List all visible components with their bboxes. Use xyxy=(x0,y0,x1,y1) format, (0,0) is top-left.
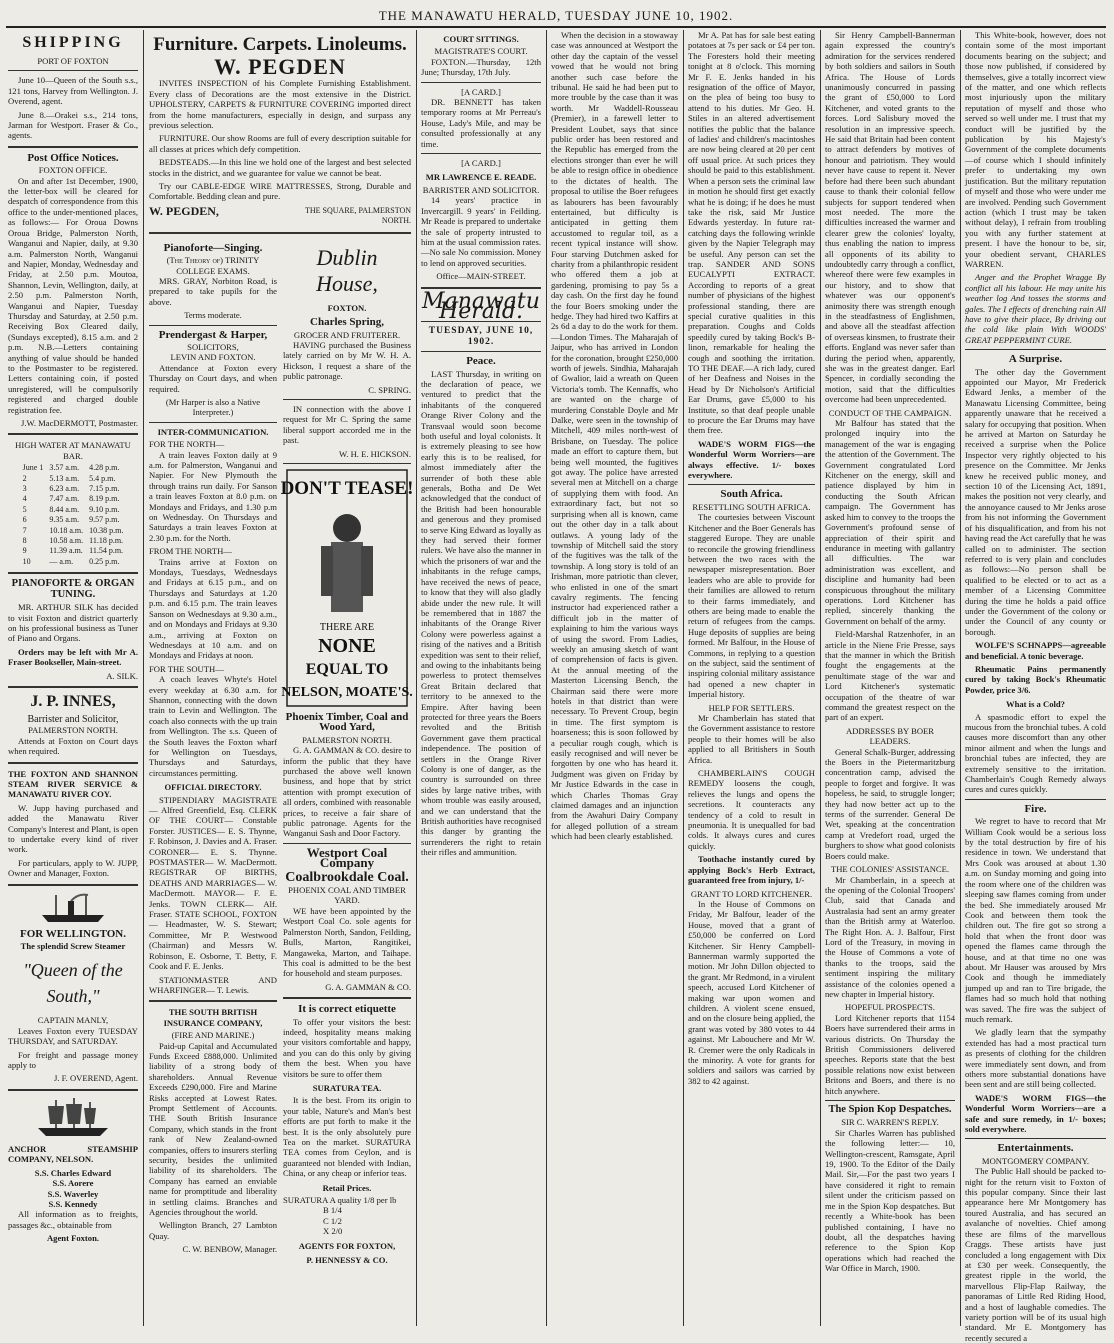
entertainments-heading: Entertainments. xyxy=(997,1142,1074,1155)
cold-heading: What is a Cold? xyxy=(1006,699,1065,710)
pianoforte-heading: Pianoforte—Singing. xyxy=(163,241,263,254)
etiquette-body: To offer your visitors the best: indeed, hospitality means making your visitors comfortable and happy, and you can do this only by giving them the best. When you have visitors be sure to offer them xyxy=(283,1016,411,1079)
ratzenhofer-body: Field-Marshal Ratzenhofer, in an article in the Niene Frie Presse, says that the manner in which the British fought the engagements at the penultimate stage of the war and Lord Kitchener's systematic occupation of the theatre of war command the greatest respect on the part of an expert. xyxy=(825,629,955,723)
retail-prices-heading: Retail Prices. xyxy=(322,1182,372,1193)
news-body: Mr A. Pat has for sale best eating potatoes at 7s per sack or £4 per ton. The Foresters hold their meeting tonight at 8 o'clock. This morning Mr F. E. Jenks handed in his resignation of the office of Mayor, on the plea of being too busy to attend to his duties. Mr Geo. H. Stiles in an altered advertisement notifies the public that the balance of ladies' and children's macintoshes are now being cleared at 20 per cent off usual price. At such prices they should be paid to this establishment. When a person sets the criminal law in motion he should first get exactly what he is doing; if he does he must take the risk, said Mr Justice Edwards yesterday. In future rat-catching days the following wrinkle given by the Napier Telegraph may be useful. Any person can set the trap. SANDER AND SONS EUCALYPTI EXTRACT. According to reports of a great number of physicians of the highest professional standing, there are special curative qualities in this preparation. Coughs and Colds speedily cured by taking Bock's B-linon, remarkable for healing the cough and soothing the irritation. TO THE DEAF.—A rich lady, cured of her Deafness and Noises in the Head by Dr Nicholson's Artificial Ear Drums, gave £5,000 to his Institute, so that deaf people unable to procure the Ear Drums may have them free. xyxy=(688,30,815,436)
card-body: 14 years' practice in Invercargill. 9 years' in Feilding. Mr Reade is prepared to undertake the sale of property intrusted to him at the usual commission rates.—No sale No commission. Money to lend on approved securities. xyxy=(421,195,541,268)
card-name: MR LAWRENCE E. READE. xyxy=(425,172,537,183)
column-8 xyxy=(965,30,1106,1343)
tide-cell: 0.25 p.m. xyxy=(89,556,120,566)
court-body: FOXTON.—Thursday, 12th June; Thursday, 17th July. xyxy=(421,56,541,78)
kitchener-heading: GRANT TO LORD KITCHENER. xyxy=(690,888,813,899)
tide-cell: 7 xyxy=(22,525,27,535)
tide-cell: 7.47 a.m. xyxy=(49,494,80,504)
column-rule xyxy=(546,30,547,1326)
anchor-agent: Agent Foxton. xyxy=(46,1233,100,1244)
insurance-heading: THE SOUTH BRITISH INSURANCE COMPANY, xyxy=(163,1007,263,1028)
inter-communication-heading: INTER-COMMUNICATION. xyxy=(157,426,269,437)
column-7 xyxy=(825,30,955,1326)
tide-cell: 9.35 a.m. xyxy=(49,515,80,525)
pegden-footer-address: THE SQUARE, PALMERSTON NORTH. xyxy=(304,205,411,226)
tide-row xyxy=(20,505,127,515)
divider xyxy=(149,325,277,326)
divider xyxy=(283,463,411,464)
anchor-ship: S.S. Charles Edward xyxy=(34,1167,112,1178)
divider xyxy=(283,399,411,400)
colonies-heading: THE COLONIES' ASSISTANCE. xyxy=(830,864,950,875)
column-rule xyxy=(143,30,144,1326)
surprise-heading: A Surprise. xyxy=(1008,353,1063,366)
tide-row xyxy=(20,515,127,525)
tide-cell: June 1 xyxy=(22,463,44,473)
pegden-body: BEDSTEADS.—In this line we hold one of the largest and best selected stocks in the district, and we guarantee for value we cannot be beat. xyxy=(149,157,411,178)
divider xyxy=(149,422,277,423)
fire-body: We gladly learn that the sympathy extended has had a most practical turn as presents of clothing for the children were immediately sent down, and from others more substantial donations have been sent and are still being collected. xyxy=(965,1027,1106,1090)
divider xyxy=(8,146,138,148)
tide-cell: 10.58 a.m. xyxy=(49,536,84,546)
pegden-body: INVITES INSPECTION of his Complete Furnishing Establishment. Every class of Decorations are the most extensive in the District. UPHOLSTERY, CARPETS & FURNITURE COVERING imported direct from the home manufacturers, especially in design, and surpass any previous selection. xyxy=(149,78,411,131)
steamer-intro: The splendid Screw Steamer xyxy=(20,941,126,952)
divider xyxy=(8,686,138,688)
insurance-branch: Wellington Branch, 27 Lambton Quay. xyxy=(149,1220,277,1241)
card-body: DR. BENNETT has taken temporary rooms at Mr Perreau's House, Lady's Mile, and may be consulted professionally at any time. xyxy=(421,97,541,149)
insurance-sign: C. W. BENBOW, Manager. xyxy=(182,1244,277,1255)
post-office-sub: FOXTON OFFICE. xyxy=(38,165,108,176)
card-label: [A CARD.] xyxy=(461,158,501,169)
official-directory-body: STIPENDIARY MAGISTRATE— Alfred Greenfield, Esq. CLERK OF THE COURT— Constable Forster. JUSTICES— E. S. Thynne, F. Robinson, J. Davies and A. Fraser. CORONER— E. S. Thynne. POSTMASTER— W. MacDermott. REGISTRAR OF BIRTHS, DEATHS AND MARRIAGES— W. MacDermott. MAYOR— F. E. Jenks. TOWN CLERK— Alf. Fraser. STATE SCHOOL, FOXTON— Headmaster, W. S. Stewart; Committee, Mr P. Westwood (Chairman) and Messrs W. Robinson, E. Osborne, T. Betty, F. Cook and F. E. Jenks. xyxy=(149,794,277,972)
svg-text:NONE: NONE xyxy=(318,634,376,657)
westport-sign: G. A. GAMMAN & CO. xyxy=(325,981,411,992)
wade-worm-ad: WADE'S WORM FIGS—the Wonderful Worm Worriers—are a safe and sure remedy, in 1/- boxes; sold everywhere. xyxy=(965,1092,1106,1135)
pegden-body: FURNITURE. Our show Rooms are full of every description suitable for all classes at prices which defy competition. xyxy=(149,133,411,154)
herald-title: Manawatu Herald. xyxy=(422,288,540,324)
inter-from-north-label: FROM THE NORTH— xyxy=(149,546,232,557)
official-directory-heading: OFFICIAL DIRECTORY. xyxy=(164,782,262,793)
tide-row xyxy=(20,526,127,536)
divider xyxy=(965,799,1106,800)
shipping-entry: June 8.—Orakei s.s., 214 tons, Jarman for Westport. Fraser & Co., agents. xyxy=(8,109,138,141)
montgomery-heading: MONTGOMERY COMPANY. xyxy=(981,1155,1090,1166)
fire-heading: Fire. xyxy=(1024,802,1047,815)
steamer-icon xyxy=(38,891,108,925)
prendergast-heading: Prendergast & Harper, xyxy=(158,328,268,341)
conduct-heading: CONDUCT OF THE CAMPAIGN. xyxy=(828,407,952,418)
tide-cell: 11.39 a.m. xyxy=(49,546,83,556)
innes-body: Attends at Foxton on Court days when required. xyxy=(8,735,138,757)
anchor-company-heading: ANCHOR STEAMSHIP COMPANY, NELSON. xyxy=(8,1143,138,1165)
tide-cell: 8.19 p.m. xyxy=(89,494,120,504)
suratura-body: It is the best. From its origin to your table, Nature's and Man's best efforts are put forth to make it the best. It is the only absolutely pure Tea on the market. SURATURA TEA comes from Ceylon, and is guaranteed not blended with Indian, China, or any cheap or inferior teas. xyxy=(283,1095,411,1179)
column-rule xyxy=(820,30,821,1326)
tide-cell: 4 xyxy=(22,494,27,504)
phoenix-heading: Phoenix Timber, Coal and Wood Yard, xyxy=(285,710,409,734)
tide-cell: 10.18 a.m. xyxy=(49,525,84,535)
masthead-title: THE MANAWATU HERALD, TUESDAY JUNE 10, 1902. xyxy=(378,8,734,23)
piano-tuning-heading: PIANOFORTE & ORGAN TUNING. xyxy=(11,578,135,600)
tide-table xyxy=(20,463,127,567)
dublin-house-sign: C. SPRING. xyxy=(368,384,411,395)
settlers-heading: HELP FOR SETTLERS. xyxy=(708,702,795,713)
tide-row xyxy=(20,546,127,556)
dont-tease-ad-illustration xyxy=(280,468,414,708)
anchor-ship: S.S. Waverley xyxy=(47,1188,99,1199)
innes-town: PALMERSTON NORTH. xyxy=(28,725,118,736)
retail-price-line: SURATURA A quality 1/8 per lb xyxy=(283,1195,397,1206)
hopeful-heading: HOPEFUL PROSPECTS. xyxy=(845,1002,935,1013)
cough-remedy-ad: CHAMBERLAIN'S COUGH REMEDY loosens the cough, relieves the lungs and opens the secretions. It counteracts any tendency of a cold to result in pneumonia. It is unequalled for bad colds. It always cures and cures quickly. xyxy=(688,768,815,851)
pianoforte-body: MRS. GRAY, Norbiton Road, is prepared to take pupils for the above. xyxy=(149,275,277,307)
inter-from-north-body: Trains arrive at Foxton on Mondays, Tuesdays, Wednesdays and Fridays at 6.15 p.m., and on Thursdays and Saturdays at 1.20 p.m. and 6.15 p.m. The train leaves Sanson on Wednesdays at 9.30 a.m., and on Mondays and Fridays at 9.30 a.m., arriving at Foxton on Wednesdays at 10 a.m. and on Mondays and Fridays at noon. xyxy=(149,556,277,661)
tide-cell: 7.15 p.m. xyxy=(89,484,120,494)
dublin-house-trade: GROCER AND FRUITERER. xyxy=(293,329,401,340)
divider xyxy=(421,351,541,352)
captain-name: CAPTAIN MANLY, xyxy=(37,1015,109,1026)
divider xyxy=(149,232,411,234)
spion-kop-sub: SIR C. WARREN'S REPLY. xyxy=(841,1117,939,1128)
prendergast-body: Attendance at Foxton every Thursday on Court days, and when required. xyxy=(149,362,277,394)
dublin-house-town: FOXTON. xyxy=(327,302,367,313)
prendergast-note: (Mr Harper is also a Native Interpreter.) xyxy=(165,396,261,418)
hopeful-body: Lord Kitchener reports that 1154 Boers have surrendered their arms in various districts. On Thursday the British Commissioners delivered speeches. Reports state that the best possible relations now exist between Britons and Boers, and there is no hitch anywhere. xyxy=(825,1012,955,1096)
toothache-ad: Toothache instantly cured by applying Bock's Herb Extract, guaranteed free from injury, 1/- xyxy=(688,854,815,886)
tide-row xyxy=(20,474,127,484)
news-body: This White-book, however, does not contain some of the most important documents bearing on the subject; and those now published, if considered by themselves, give a totally incorrect view of the matter, and one which reflects most injuriously upon the military reputation of myself and those who served so well under me. I trust that my conduct will be justified by the publication by his Majesty's Government of the complete documents—of course which I should infinitely prefer to undertaking my own justification. But the military reputation of myself and those who were under me are involved. Pending such Government action (which I trust may be taken without delay), I refrain from troubling you with any further statement at present. I have the honour to be, sir, your obedient servant, CHARLES WARREN. xyxy=(965,30,1106,269)
pegden-name: W. PEGDEN xyxy=(214,54,346,79)
divider xyxy=(8,70,138,71)
agents-heading: AGENTS FOR FOXTON, xyxy=(298,1240,396,1251)
port-heading: PORT OF FOXTON xyxy=(37,56,109,66)
prendergast-role: SOLICITORS, xyxy=(187,341,239,352)
inter-north-body: A train leaves Foxton daily at 9 a.m. for Palmerston, Wanganui and Napier. For New Plymouth the through trains run daily. For Sanson a train leaves Foxton at 8.0 p.m. on Mondays and Fridays, and 1.30 p.m on Wednesday. On Thursdays and Saturdays a train leaves Foxton at 2.30 p.m. for the North. xyxy=(149,449,277,543)
river-service-heading: THE FOXTON AND SHANNON STEAM RIVER SERVICE & MANAWATU RIVER COY. xyxy=(8,768,138,800)
tide-cell: 10 xyxy=(22,556,31,566)
insurance-body: Paid-up Capital and Accumulated Funds Exceed £888,000. Unlimited liability of a strong body of shareholders. Annual Revenue Exceeds £290,000. Fire and Marine Risks accepted at Lowest Rates. Prompt Settlement of Accounts. THE South British Insurance Company, which stands in the front rank of New Zealand-owned companies, offers to insurers sterling security, besides the unlimited liability of its shareholders. The Company has earned an enviable name for promptitude and liberality in settling claims. Branches and Agencies throughout the world. xyxy=(149,1040,277,1218)
resettle-body: The courtesies between Viscount Kitchener and the Boer Generals has staggered Europe. They are unable to reconcile the growing friendliness between the two races with the newspaper misrepresentation. Boer leaders who are able to provide for their families are allowed to return to their farms immediately, and others are being made to enable the return of refugees from the camps. Huge deposits of supplies are being formed. Mr Balfour, in the House of Commons, in replying to a question on the subject, said the sentiment of inspiring colonial military assistance had opened a new chapter in Imperial history. xyxy=(688,512,815,700)
tide-cell: 3 xyxy=(22,484,27,494)
spion-kop-heading: The Spion Kop Despatches. xyxy=(828,1104,952,1116)
card-label: [A CARD.] xyxy=(461,86,501,97)
court-heading: COURT SITTINGS. xyxy=(443,34,519,44)
tide-cell: 11.18 p.m. xyxy=(89,536,124,546)
column-2 xyxy=(149,30,414,1326)
column-4 xyxy=(421,30,541,1326)
steamer-schedule: Leaves Foxton every TUESDAY THURSDAY, and SATURDAY. xyxy=(8,1025,138,1047)
piano-tuning-body: MR. ARTHUR SILK has decided to visit Foxton and district quarterly on his professional business as Tuner of Piano and Organs. xyxy=(8,602,138,644)
anchor-body: All information as to freights, passages &c., obtainable from xyxy=(8,1209,138,1230)
svg-text:THERE ARE: THERE ARE xyxy=(319,621,375,633)
river-service-body: W. Jupp having purchased and added the Manawatu River Company's Interest and Plant, is open to undertake every kind of river work. xyxy=(8,802,138,855)
tide-cell: 6 xyxy=(22,515,27,525)
divider xyxy=(421,82,541,83)
tide-row xyxy=(20,484,127,494)
tide-row xyxy=(20,494,127,504)
montgomery-body: The Public Hall should be packed to-night for the return visit to Foxton of this popular company. Since their last appearance here Mr Montgomery has toured Australia, and has secured an avalanche of novelties. Chief among these are films of the marvellous Craggs. These artists have just concluded a long engagement with Dix at £30 per week. Consequently, the greatest ripple in the world, the marvellous Flip-Flap Railway, the panoramas of Little Red Riding Hood, and a host of laughable comedies. The variety portion will be of its usual high standard. Mr E. Montgomery has recently secured a xyxy=(965,1166,1106,1343)
masthead xyxy=(6,6,1106,28)
worm-figs-ad: WADE'S WORM FIGS—the Wonderful Worm Worriers—are always effective. 1/- boxes everywhere. xyxy=(688,438,815,481)
inter-south-body: A coach leaves Whyte's Hotel every weekday at 6.30 a.m. for Shannon, connecting with the down train to Levin and Wellington. The coach also connects with the up train from Wellington. The s.s. Queen of the South leaves the Foxton wharf for Wellington on Tuesdays, Thursdays and Saturdays, circumstances permitting. xyxy=(149,674,277,778)
south-africa-heading: South Africa. xyxy=(720,488,783,501)
tide-cell: — a.m. xyxy=(49,556,74,566)
tide-cell: 8.44 a.m. xyxy=(49,504,80,514)
column-5 xyxy=(551,30,678,1326)
column-6 xyxy=(688,30,815,1326)
piano-tuning-sign: A. SILK. xyxy=(106,670,138,681)
postmaster-sign: J.W. MacDERMOTT, Postmaster. xyxy=(21,418,138,428)
phoenix-body: G. A. GAMMAN & CO. desire to inform the public that they have purchased the above well known business, and hope that by strict attention with prompt execution of all orders, combined with reasonable prices, to receive a fair share of public patronage. Agents for the Wanganui Sash and Door Factory. xyxy=(283,745,411,839)
divider xyxy=(8,572,138,574)
river-service-contact: For particulars, apply to W. JUPP, Owner and Manager, Foxton. xyxy=(8,857,138,879)
court-sub: MAGISTRATE'S COURT. xyxy=(434,46,528,57)
cold-body: A spasmodic effort to expel the mucous from the bronchial tubes. A cold causes more discomfort than any other minor ailment and when the lungs and bronchial tubes are infected, they are extremely sensitive to the irritation. Chamberlain's Cough Remedy always cures and cures quickly. xyxy=(965,711,1106,795)
wolfe-ad: WOLFE'S SCHNAPPS—agreeable and beneficial. A tonic beverage. xyxy=(965,640,1106,661)
tide-cell: 2 xyxy=(22,473,27,483)
svg-text:DON'T TEASE!: DON'T TEASE! xyxy=(280,477,414,499)
surprise-body: The other day the Government appointed our Mayor, Mr Frederick Edward Jenks, a member of the Manawatu Licensing Committee, being apparently unaware that he received a salary for occupying that position. When he arrived at Marton on Saturday he received a surprise when the Police Inspector very rightly objected to his presence on the Committee. Mr Jenks knew he received public money, and section 10 of the Licensing Act, 1891, makes the position not very clearly, and the annoyance caused to Mr Jenks arose from his not informing the Government of his disqualification, and from his not having read the Act carefully that he was called on to administer. The section referred to is very plain and concludes as follows:—No person shall be qualified to be elected or to act as a member of a Licensing Committee during the time he holds a paid office under the Government of the colony or under the Council of any county or borough. xyxy=(965,366,1106,637)
post-office-heading: Post Office Notices. xyxy=(27,151,119,164)
colonies-body: Mr Chamberlain, in a speech at the opening of the Colonial Troopers' Club, said that Canada and Australasia had sent an army greater than the British army at Waterloo. The Right Hon. A. J. Balfour, First Lord of the Treasury, in moving in the House of Commons a vote of thanks to the troops, said the sentiment inspiring the military assistance of the colonies opened a new chapter in Imperial history. xyxy=(825,874,955,999)
insurance-sub: (FIRE AND MARINE.) xyxy=(171,1030,255,1041)
tide-cell: 6.23 a.m. xyxy=(49,484,80,494)
column-2-right xyxy=(280,239,414,1268)
divider xyxy=(8,762,138,764)
tide-row xyxy=(20,463,127,473)
news-body: Sir Henry Campbell-Bannerman again expressed the country's admiration for the services rendered by both soldiers and sailors in South Africa. The House of Lords unanimously concurred in passing the grant of £50,000 to Lord Kitchener, and voted grants to the forces. Lord Salisbury moved the resolution in an impressive speech. He said that Britain had been content to attract defenders by motives of honour and patriotism. They would never have cause to repent it. Never before had there been such abundant cause to thank their colonial fellow subjects for support tendered when most needed. The more the difficulties increased the warmer and clearer grew the colonies' loyalty, thus enabling the nation to impress all opponents of its ability to undoubtedly carry through a conflict, whereof there were few examples in our history, and to show that whatever was our opponent's animosity there was strength enough in the steadfastness of Englishmen, and above all the steadfast affection of overseas kinsmen, to frustrate their efforts. England was never safer than during the period when, apparently, she was in the greatest danger. Earl Spencer, in cordially seconding the motion, said that the difficulties overcome had been unprecedented. xyxy=(825,30,955,405)
divider xyxy=(283,843,411,844)
inter-north-label: FOR THE NORTH— xyxy=(149,439,225,450)
tide-cell: 9.10 p.m. xyxy=(89,504,120,514)
tide-cell: 9.57 p.m. xyxy=(89,515,120,525)
rheumatic-ad: Rheumatic Pains permanently cured by taking Bock's Rheumatic Powder, price 3/6. xyxy=(965,663,1106,695)
retail-price-line: C 1/2 xyxy=(323,1215,342,1226)
tide-cell: 4.28 p.m. xyxy=(89,463,120,473)
card-role: BARRISTER AND SOLICITOR. xyxy=(422,184,540,195)
anchor-ship: S.S. Aorere xyxy=(52,1178,94,1189)
phoenix-coal-label: PHOENIX COAL AND TIMBER YARD. xyxy=(288,885,406,906)
westport-heading: Westport Coal Company xyxy=(306,844,388,871)
dublin-house-owner: Charles Spring, xyxy=(310,316,384,329)
pegden-body: Try our CABLE-EDGE WIRE MATTRESSES, Strong, Durable and Comfortable. Bedding clean and pure. xyxy=(149,181,411,202)
furniture-banner: Furniture. Carpets. Linoleums. xyxy=(153,34,407,55)
tide-cell: 5 xyxy=(22,504,27,514)
tide-cell: 5.13 a.m. xyxy=(49,473,80,483)
westport-body: WE have been appointed by the Westport Coal Co. sole agents for Palmerston North, Sandon, Feilding, Bulls, Marton, Rangitikei, Mangaweka, Marton, and Taihape. This coal is admitted to be the best for household and steam purposes. xyxy=(283,905,411,979)
settlers-body: Mr Chamberlain has stated that the Government assistance to restore people to their homes will be also applied to all Britishers in South Africa. xyxy=(688,713,815,765)
dublin-house-heading: Dublin House, xyxy=(316,244,378,296)
card-office: Office—MAIN-STREET. xyxy=(436,271,526,282)
piano-tuning-orders: Orders may be left with Mr A. Fraser Bookseller, Main-street. xyxy=(8,646,138,668)
divider xyxy=(8,884,138,886)
phoenix-town: PALMERSTON NORTH. xyxy=(302,734,392,745)
pianoforte-terms: Terms moderate. xyxy=(184,310,242,321)
tide-cell: 10.38 p.m. xyxy=(89,525,124,535)
sailing-ship-icon xyxy=(34,1096,112,1140)
addresses-body: General Schalk-Burger, addressing the Boers in the Pietermaritzburg concentration camp, advised the people to forget and forgive. It was hopeless, he said, to struggle longer; they had now better act up to the terms of the surrender. General De Wet, speaking at the concentration camp at Vredefort road, urged the burghers to show what good colonists Boers could make. xyxy=(825,746,956,861)
addresses-heading: ADDRESSES BY BOER LEADERS. xyxy=(845,725,935,747)
herald-date: TUESDAY, JUNE 10, 1902. xyxy=(428,326,534,347)
column-1 xyxy=(8,30,138,1326)
innes-name: J. P. INNES, xyxy=(30,692,116,710)
divider xyxy=(149,1000,277,1002)
post-office-body: On and after 1st December, 1900, the letter-box will be cleared for despatch of correspondence from this office to the under-mentioned places, as follows:— For Oroua Downs Oroua Bridge, Palmerston North, Wanganui and Napier, daily, at 9.30 a.m. Palmerston North, Wanganui and Napier, Monday, Wednesday and Friday, at 2.50 p.m. Moutoa, Shannon, Levin, Wellington, daily, at 2.50 p.m. Palmerston North, Wanganui and Napier, Tuesday Thursday and Saturday, at 2.50 p.m. Receiving Box Cleared daily, (Sundays excepted), 8.15 a.m. and 2 p.m. N.B.—Letters containing anything of value should be handed to the Postmaster to be registered. Letters containing coin, if posted unregistered, will be compulsorily registered and charged double registration fee. xyxy=(8,175,138,415)
freight-text: For freight and passage money apply to xyxy=(8,1049,138,1071)
pegden-footer-name: W. PEGDEN, xyxy=(149,203,219,218)
prendergast-town: LEVIN AND FOXTON. xyxy=(170,352,256,363)
spion-kop-body: Sir Charles Warren has published the following letter:— 10, Wellington-crescent, Ramsgate, April 19, 1900. To the Editor of the Daily Mail. Sir,—For the past two years I have considered it right to remain silent under the criticism passed on me in the Spion Kop despatches. But recently a White-book has been published containing, I have no doubt, all the despatches having reference to the Spion Kop operations which had reached the War Office in March, 1900. xyxy=(825,1127,955,1274)
conduct-body: Mr Balfour has stated that the prolonged inquiry into the management of the war is engaging the attention of the Government. The Government congratulated Lord Kitchener on the energy, skill and patience displayed by him in conducting the South African campaign. The Government has asked him to convey to the troops the Government's profound sense of appreciation of their spirit and endurance in meeting with gallantry all difficulties. The war administration was excellent, and discipline and humanity had been conspicuous throughout the military operations. Lord Kitchener has replied, sincerely thanking the Government on behalf of the army. xyxy=(825,418,955,626)
kitchener-body: In the House of Commons on Friday, Mr Balfour, leader of the House, moved that a grant of £50,000 be conferred on Lord Kitchener. Sir Henry Campbell-Bannerman warmly supported the motion. Mr John Dillon objected to the grant. Mr Redmond, in a virulent speech, accused Lord Kitchener of making war upon women and children. A violent scene ensued, and on the closure being applied, the grant was voted by 380 votes to 44 against. Mr Labouchere and Mr W. R. Cremer were the only Radicals in the minority. A vote for grants for soldiers and sailors was carried by 382 to 42 against. xyxy=(688,898,815,1086)
peace-heading: Peace. xyxy=(466,355,496,368)
dublin-house-body: HAVING purchased the Business lately carried on by Mr W. H. A. Hickson, I request a share of the public patronage. xyxy=(283,339,411,382)
divider xyxy=(825,1100,955,1101)
prophet-verse: Anger and the Prophet Wragge By conflict all his labour. He may unite his weather log And tosses the storms and gales. The I effects of drenching rain All have to give their place, By driving out the cold like plain With WOODS' GREAT PEPPERMINT CURE. xyxy=(965,272,1106,345)
fire-body: We regret to have to record that Mr William Cook would be a serious loss by the total destruction by fire of his residence in town. We understand that Mrs Cook was aroused at about 1.30 a.m. on Sunday morning and going into the room where one of the children was sleeping saw flames coming from under the bed. She immediately aroused Mr Cook and between them took the children out. The fire got so strong a hold that when the front door was opened the flames came through the house, and at that time no one was about. Mr Hauser was aroused by Mrs Cook and though he immediately jumped up and ran to Tire brigade, the flames had so much hold that nothing was saved. The fire was the subject of much remark. xyxy=(965,816,1106,1024)
agents-name: P. HENNESSY & CO. xyxy=(306,1255,388,1266)
tide-cell: 8 xyxy=(22,536,27,546)
column-rule xyxy=(683,30,684,1326)
peace-body: LAST Thursday, in writing on the declaration of peace, we ventured to predict that the inhabitants of the conquered Orange River Colony and the Transvaal would soon become both useful and loyal colonists. It is extremely pleasing to see how early this is to be realised, for almost immediately after the surrender of both these able generals, Botha and De Wet acknowledged that the conduct of the British had been honourable and generous and they promised to serve King Edward as loyally as they had served their former rulers. We have also the manner in which the prisoners of war and the inhabitants in the refuge camps, have received the news of peace, to know that they will also gladly abide under the new rule. It will be remembered that in 1887 the inhabitants of the Orange River Colony were powerless against a rising of the natives and a British expedition was sent to their relief, and owing to the inhabitants being powerless to protect themselves Great Britain declared that territory to be annexed to the Empire. After having been protected for three years the Boers revolted and the British Government gave them practical independence. The position of settlers in the Orange River Colony is one of danger, as the country is surrounded on three sides by large native tribes, with whom trouble was easily aroused, and we can understand that the British authorities have recognised this danger by granting the surrenderers the right to retain their rifles and ammunition. xyxy=(421,368,541,858)
column-2-left xyxy=(149,239,277,1268)
suratura-heading: SURATURA TEA. xyxy=(312,1082,382,1093)
divider xyxy=(8,1089,138,1091)
hickson-notice: IN connection with the above I request for Mr C. Spring the same liberal support accorded me in the past. xyxy=(283,403,411,446)
tide-cell: 5.4 p.m. xyxy=(89,473,116,483)
divider xyxy=(421,153,541,154)
retail-price-line: B 1/4 xyxy=(323,1205,342,1216)
tide-cell: 9 xyxy=(22,546,27,556)
pianoforte-theory: (The Theory of) TRINITY COLLEGE EXAMS. xyxy=(166,255,260,276)
svg-text:EQUAL TO: EQUAL TO xyxy=(305,660,389,678)
svg-text:NELSON, MOATE'S.: NELSON, MOATE'S. xyxy=(281,684,413,700)
wellington-heading: FOR WELLINGTON. xyxy=(20,927,126,940)
stationmaster-entry: STATIONMASTER AND WHARFINGER— T. Lewis. xyxy=(149,974,277,995)
divider xyxy=(688,484,815,485)
resettle-heading: RESETTLING SOUTH AFRICA. xyxy=(692,501,811,512)
tide-row xyxy=(20,557,127,567)
divider xyxy=(8,433,138,435)
shipping-entry: June 10—Queen of the South s.s., 121 tons, Harvey from Wellington. J. Overend, agent. xyxy=(8,75,138,107)
news-body: When the decision in a stowaway case was announced at Westport the other day the captain of the vessel vowed that he would not bring another such case before the tribunal. He said he had been put to more trouble by the case than it was worth. Mr Waddell-Rousseau (Premier), in a farewell letter to President Loubet, says that since public order has been restored and the Republic has emerged from the elections stronger than ever he will be able to resign office in obedience to the dictates of health. The proposal to utilise the Boer refugees as labourers has been favourably entertained, but difficulty is anticipated in getting them accustomed to regular toil, as a recent typical instance will show. Four starving Dutchmen asked for charity from a philanthropic resident who offered them a job at gardening, promising to pay 5s a day cash. On the first day he found the four Boers smoking under the hedge. They had hired two Kaffirs at 2s 6d a day to do the work for them.—London Times. The Maharajah of Jaipur, who has arrived in London for the coronation, brought £250,000 worth of jewels. Sindhia, Maharajah of Gwalior, laid a wreath on Queen Victoria's tomb. The Kennaffs, who are wanted on the charge of murdering Constable Doyle and Mr Dalke, were seen in the township of Mitchell, 409 miles north-west of Brisbane, on Tuesday. The police made an effort to capture them, but being well mounted, the fugitives got away. The police have arrested several men at Mitchell on a charge of supplying them with food. An extraordinary fact, but not so surprising when all is known, came out the other day in a talk about outlaws. A young lady of the township of Mitchell said the story of the fugitives was the talk of the township. A long story is told of an Irishman, more patriotic than clever, who enlisted in one of the smart cavalry regiments. The fencing instructor had experienced rather a difficult job in the matter of explaining to him the various ways of using the sword. From Ladies, weekly an amusing sketch of want of comprehension of facts is given. At the annual meeting of the Masterton Licensing Bench, the Chairman said there were more hotels in that district than were necessary. To Prevent Croup, begin in time. The first symptom is hoarseness; this is soon followed by a peculiar rough cough, which is easily recognised and will never be forgotten by one who has heard it. Judgment was given on Friday by Mr Justice Edwards in the case in which Charles Thomas Gray claimed damages and an injunction from the Awahuri Dairy Company for alleged pollution of a stream which had been clearly established. xyxy=(551,30,678,842)
freight-agent: J. F. OVEREND, Agent. xyxy=(53,1073,138,1084)
anchor-ship: S.S. Kennedy xyxy=(48,1198,98,1209)
hickson-sign: W. H. E. HICKSON. xyxy=(338,448,411,459)
tide-heading: HIGH WATER AT MANAWATU BAR. xyxy=(15,440,131,461)
retail-price-line: X 2/0 xyxy=(323,1226,343,1237)
column-rule xyxy=(416,30,417,1326)
tide-cell: 11.54 p.m. xyxy=(89,546,124,556)
tide-row xyxy=(20,536,127,546)
tide-cell: 3.57 a.m. xyxy=(49,463,80,473)
divider xyxy=(965,349,1106,350)
divider xyxy=(965,1138,1106,1139)
etiquette-heading: It is correct etiquette xyxy=(298,1003,396,1016)
steamer-name: "Queen of the South," xyxy=(23,960,123,1007)
inter-south-label: FOR THE SOUTH— xyxy=(149,663,224,674)
innes-role: Barrister and Solicitor, xyxy=(27,713,119,725)
coalbrookdale-heading: Coalbrookdale Coal. xyxy=(285,869,409,885)
column-rule xyxy=(960,30,961,1326)
shipping-heading: SHIPPING xyxy=(22,34,124,51)
divider xyxy=(283,997,411,999)
